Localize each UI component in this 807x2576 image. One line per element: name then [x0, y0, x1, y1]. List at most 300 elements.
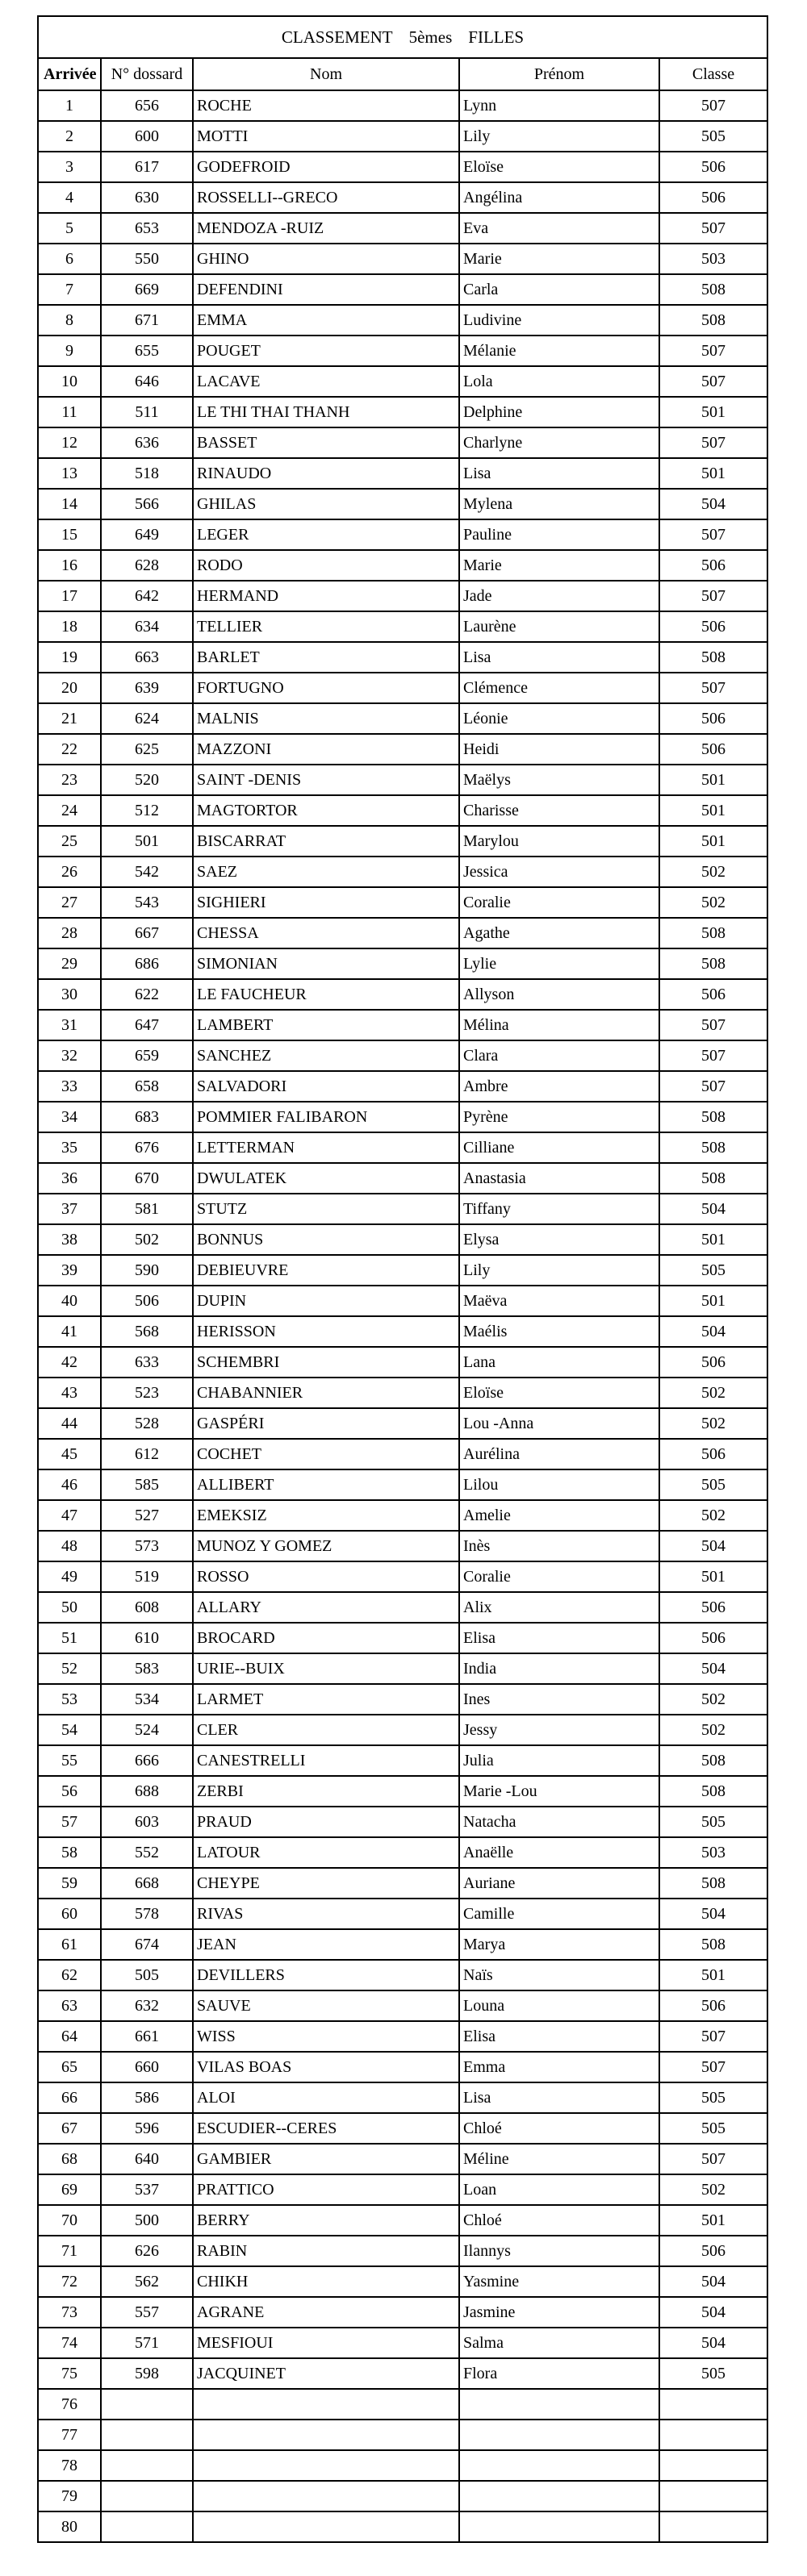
cell-arrivee: 74 [38, 2328, 101, 2358]
cell-classe: 504 [659, 1899, 767, 1929]
cell-nom: MENDOZA -RUIZ [193, 213, 459, 244]
cell-prenom: Ludivine [459, 305, 659, 336]
table-row [38, 244, 767, 274]
cell-arrivee: 80 [38, 2511, 101, 2542]
table-row [38, 182, 767, 213]
cell-arrivee: 53 [38, 1684, 101, 1715]
cell-nom: CHESSA [193, 918, 459, 948]
cell-classe: 507 [659, 336, 767, 366]
cell-classe: 506 [659, 152, 767, 182]
table-row [38, 1469, 767, 1500]
cell-prenom: Jessica [459, 857, 659, 887]
cell-arrivee: 66 [38, 2082, 101, 2113]
table-row [38, 2358, 767, 2389]
cell-dossard: 617 [101, 152, 193, 182]
cell-classe: 502 [659, 1715, 767, 1745]
cell-prenom: Anastasia [459, 1163, 659, 1194]
cell-arrivee: 16 [38, 550, 101, 581]
cell-dossard: 600 [101, 121, 193, 152]
cell-classe: 507 [659, 366, 767, 397]
cell-classe: 508 [659, 1929, 767, 1960]
cell-dossard: 524 [101, 1715, 193, 1745]
cell-nom: GAMBIER [193, 2144, 459, 2174]
cell-nom: DEVILLERS [193, 1960, 459, 1990]
cell-prenom: Maëva [459, 1286, 659, 1316]
cell-prenom: Cilliane [459, 1132, 659, 1163]
table-row [38, 1163, 767, 1194]
cell-prenom: Marie [459, 550, 659, 581]
cell-arrivee: 52 [38, 1653, 101, 1684]
cell-dossard: 608 [101, 1592, 193, 1623]
cell-classe: 505 [659, 1807, 767, 1837]
cell-prenom: Lola [459, 366, 659, 397]
cell-arrivee: 15 [38, 519, 101, 550]
cell-nom: LACAVE [193, 366, 459, 397]
table-row [38, 979, 767, 1010]
table-title [38, 16, 767, 58]
cell-dossard: 534 [101, 1684, 193, 1715]
table-row [38, 2297, 767, 2328]
table-row [38, 519, 767, 550]
cell-arrivee: 34 [38, 1102, 101, 1132]
cell-prenom: Léonie [459, 703, 659, 734]
table-row [38, 366, 767, 397]
cell-arrivee: 61 [38, 1929, 101, 1960]
cell-classe: 507 [659, 1071, 767, 1102]
cell-dossard: 659 [101, 1040, 193, 1071]
cell-prenom: Eloïse [459, 1378, 659, 1408]
table-row [38, 1224, 767, 1255]
cell-prenom: Charlyne [459, 427, 659, 458]
cell-arrivee: 14 [38, 489, 101, 519]
cell-nom: SIGHIERI [193, 887, 459, 918]
cell-nom: WISS [193, 2021, 459, 2052]
cell-prenom: India [459, 1653, 659, 1684]
cell-arrivee: 28 [38, 918, 101, 948]
cell-dossard: 603 [101, 1807, 193, 1837]
cell-prenom: Yasmine [459, 2266, 659, 2297]
cell-dossard: 622 [101, 979, 193, 1010]
cell-classe: 501 [659, 826, 767, 857]
cell-prenom: Pauline [459, 519, 659, 550]
cell-arrivee: 4 [38, 182, 101, 213]
cell-prenom: Lisa [459, 458, 659, 489]
table-row [38, 121, 767, 152]
cell-arrivee: 39 [38, 1255, 101, 1286]
cell-prenom: Clara [459, 1040, 659, 1071]
cell-classe: 507 [659, 213, 767, 244]
table-row [38, 1194, 767, 1224]
cell-classe: 501 [659, 1286, 767, 1316]
cell-arrivee: 31 [38, 1010, 101, 1040]
cell-dossard: 523 [101, 1378, 193, 1408]
cell-classe: 503 [659, 1837, 767, 1868]
cell-dossard: 683 [101, 1102, 193, 1132]
cell-classe: 504 [659, 1531, 767, 1561]
table-row [38, 1776, 767, 1807]
cell-nom: ROSSELLI--GRECO [193, 182, 459, 213]
cell-nom: ROSSO [193, 1561, 459, 1592]
cell-arrivee: 38 [38, 1224, 101, 1255]
cell-arrivee: 55 [38, 1745, 101, 1776]
table-row [38, 1378, 767, 1408]
cell-classe: 508 [659, 1163, 767, 1194]
table-row [38, 765, 767, 795]
cell-prenom: Auriane [459, 1868, 659, 1899]
title-classement: CLASSEMENT [281, 27, 393, 47]
cell-nom: URIE--BUIX [193, 1653, 459, 1684]
table-row [38, 1255, 767, 1286]
cell-prenom: Chloé [459, 2205, 659, 2236]
cell-dossard: 505 [101, 1960, 193, 1990]
cell-dossard: 590 [101, 1255, 193, 1286]
cell-prenom: Heidi [459, 734, 659, 765]
cell-nom: POMMIER FALIBARON [193, 1102, 459, 1132]
cell-prenom: Ilannys [459, 2236, 659, 2266]
ranking-rows [38, 90, 767, 2542]
cell-dossard: 688 [101, 1776, 193, 1807]
cell-classe: 505 [659, 2113, 767, 2144]
cell-classe: 506 [659, 1623, 767, 1653]
table-row [38, 427, 767, 458]
table-row [38, 2236, 767, 2266]
cell-prenom: Marie -Lou [459, 1776, 659, 1807]
cell-arrivee: 3 [38, 152, 101, 182]
cell-arrivee: 32 [38, 1040, 101, 1071]
cell-nom: ALLIBERT [193, 1469, 459, 1500]
cell-arrivee: 7 [38, 274, 101, 305]
table-row [38, 2328, 767, 2358]
cell-nom: CHABANNIER [193, 1378, 459, 1408]
cell-nom: POUGET [193, 336, 459, 366]
cell-dossard: 585 [101, 1469, 193, 1500]
cell-classe: 508 [659, 1132, 767, 1163]
cell-prenom: Lou -Anna [459, 1408, 659, 1439]
table-row [38, 2113, 767, 2144]
table-row [38, 611, 767, 642]
cell-dossard: 562 [101, 2266, 193, 2297]
cell-classe: 501 [659, 765, 767, 795]
cell-nom: CANESTRELLI [193, 1745, 459, 1776]
cell-nom: CHEYPE [193, 1868, 459, 1899]
cell-classe: 505 [659, 1255, 767, 1286]
cell-nom: LAMBERT [193, 1010, 459, 1040]
table-row [38, 1990, 767, 2021]
table-row [38, 1071, 767, 1102]
cell-prenom: Delphine [459, 397, 659, 427]
cell-dossard: 542 [101, 857, 193, 887]
cell-arrivee: 11 [38, 397, 101, 427]
cell-dossard: 528 [101, 1408, 193, 1439]
cell-arrivee: 65 [38, 2052, 101, 2082]
cell-classe [659, 2511, 767, 2542]
cell-dossard: 518 [101, 458, 193, 489]
cell-nom: SAUVE [193, 1990, 459, 2021]
cell-classe: 506 [659, 182, 767, 213]
cell-dossard: 568 [101, 1316, 193, 1347]
cell-classe: 505 [659, 121, 767, 152]
cell-prenom: Jasmine [459, 2297, 659, 2328]
cell-arrivee: 26 [38, 857, 101, 887]
cell-nom: MAGTORTOR [193, 795, 459, 826]
cell-nom: ALLARY [193, 1592, 459, 1623]
cell-prenom: Naïs [459, 1960, 659, 1990]
cell-prenom: Laurène [459, 611, 659, 642]
cell-arrivee: 6 [38, 244, 101, 274]
cell-nom: SIMONIAN [193, 948, 459, 979]
cell-nom: RODO [193, 550, 459, 581]
table-row [38, 1561, 767, 1592]
cell-arrivee: 1 [38, 90, 101, 121]
cell-classe: 508 [659, 948, 767, 979]
cell-arrivee: 8 [38, 305, 101, 336]
cell-nom: JACQUINET [193, 2358, 459, 2389]
table-row [38, 2205, 767, 2236]
cell-prenom: Lily [459, 121, 659, 152]
cell-dossard: 628 [101, 550, 193, 581]
cell-arrivee: 64 [38, 2021, 101, 2052]
cell-arrivee: 63 [38, 1990, 101, 2021]
cell-classe: 502 [659, 857, 767, 887]
cell-nom: JEAN [193, 1929, 459, 1960]
cell-dossard: 596 [101, 2113, 193, 2144]
cell-dossard: 649 [101, 519, 193, 550]
column-header-row [38, 58, 767, 90]
cell-nom: GODEFROID [193, 152, 459, 182]
cell-classe: 502 [659, 1408, 767, 1439]
cell-nom [193, 2511, 459, 2542]
cell-nom [193, 2450, 459, 2481]
cell-dossard [101, 2481, 193, 2511]
cell-classe: 504 [659, 2297, 767, 2328]
cell-nom: MESFIOUI [193, 2328, 459, 2358]
cell-classe: 506 [659, 734, 767, 765]
cell-prenom: Camille [459, 1899, 659, 1929]
cell-prenom: Mylena [459, 489, 659, 519]
cell-dossard: 633 [101, 1347, 193, 1378]
cell-prenom: Aurélina [459, 1439, 659, 1469]
cell-dossard: 624 [101, 703, 193, 734]
cell-prenom: Clémence [459, 673, 659, 703]
cell-classe: 506 [659, 1990, 767, 2021]
cell-arrivee: 10 [38, 366, 101, 397]
table-row [38, 948, 767, 979]
cell-arrivee: 73 [38, 2297, 101, 2328]
cell-nom: CHIKH [193, 2266, 459, 2297]
cell-nom: ZERBI [193, 1776, 459, 1807]
cell-dossard: 640 [101, 2144, 193, 2174]
cell-nom: DEFENDINI [193, 274, 459, 305]
table-row [38, 2144, 767, 2174]
cell-dossard: 502 [101, 1224, 193, 1255]
cell-arrivee: 47 [38, 1500, 101, 1531]
cell-nom: SCHEMBRI [193, 1347, 459, 1378]
cell-nom: LE FAUCHEUR [193, 979, 459, 1010]
cell-arrivee: 79 [38, 2481, 101, 2511]
cell-nom: CLER [193, 1715, 459, 1745]
cell-nom: RINAUDO [193, 458, 459, 489]
table-row [38, 673, 767, 703]
table-row [38, 1837, 767, 1868]
table-row [38, 887, 767, 918]
cell-nom: EMEKSIZ [193, 1500, 459, 1531]
cell-classe: 508 [659, 642, 767, 673]
table-row [38, 1347, 767, 1378]
cell-prenom: Lisa [459, 642, 659, 673]
cell-prenom: Lisa [459, 2082, 659, 2113]
table-row [38, 642, 767, 673]
cell-nom: BASSET [193, 427, 459, 458]
cell-arrivee: 27 [38, 887, 101, 918]
cell-nom: PRAUD [193, 1807, 459, 1837]
header-dossard: N° dossard [101, 58, 193, 90]
cell-dossard: 527 [101, 1500, 193, 1531]
cell-dossard: 634 [101, 611, 193, 642]
table-row [38, 1745, 767, 1776]
cell-prenom: Charisse [459, 795, 659, 826]
cell-arrivee: 72 [38, 2266, 101, 2297]
table-row [38, 90, 767, 121]
cell-nom: BARLET [193, 642, 459, 673]
table-row [38, 1868, 767, 1899]
cell-nom: LEGER [193, 519, 459, 550]
cell-arrivee: 56 [38, 1776, 101, 1807]
cell-classe: 507 [659, 519, 767, 550]
cell-dossard: 670 [101, 1163, 193, 1194]
cell-nom: MOTTI [193, 121, 459, 152]
cell-dossard: 573 [101, 1531, 193, 1561]
cell-classe: 507 [659, 90, 767, 121]
cell-nom: VILAS BOAS [193, 2052, 459, 2082]
cell-arrivee: 20 [38, 673, 101, 703]
cell-nom: BONNUS [193, 1224, 459, 1255]
table-row [38, 826, 767, 857]
cell-dossard [101, 2420, 193, 2450]
cell-nom: LATOUR [193, 1837, 459, 1868]
table-row [38, 1592, 767, 1623]
cell-dossard: 511 [101, 397, 193, 427]
cell-dossard: 501 [101, 826, 193, 857]
title-niveau: 5èmes [408, 27, 453, 47]
cell-classe: 501 [659, 1960, 767, 1990]
cell-arrivee: 19 [38, 642, 101, 673]
cell-nom: HERISSON [193, 1316, 459, 1347]
cell-arrivee: 46 [38, 1469, 101, 1500]
cell-dossard: 598 [101, 2358, 193, 2389]
header-classe: Classe [659, 58, 767, 90]
cell-prenom: Eva [459, 213, 659, 244]
cell-nom: RIVAS [193, 1899, 459, 1929]
cell-dossard: 552 [101, 1837, 193, 1868]
cell-arrivee: 25 [38, 826, 101, 857]
cell-arrivee: 40 [38, 1286, 101, 1316]
cell-arrivee: 9 [38, 336, 101, 366]
table-row [38, 1531, 767, 1561]
cell-prenom: Natacha [459, 1807, 659, 1837]
cell-arrivee: 22 [38, 734, 101, 765]
cell-prenom: Angélina [459, 182, 659, 213]
cell-dossard: 519 [101, 1561, 193, 1592]
cell-classe: 504 [659, 2328, 767, 2358]
cell-classe: 507 [659, 2144, 767, 2174]
cell-dossard: 630 [101, 182, 193, 213]
table-row [38, 1408, 767, 1439]
cell-nom: BERRY [193, 2205, 459, 2236]
cell-dossard: 543 [101, 887, 193, 918]
cell-dossard: 661 [101, 2021, 193, 2052]
cell-nom: SAINT -DENIS [193, 765, 459, 795]
cell-classe: 507 [659, 581, 767, 611]
cell-nom: STUTZ [193, 1194, 459, 1224]
table-row [38, 2389, 767, 2420]
cell-classe: 502 [659, 1500, 767, 1531]
cell-nom: GHINO [193, 244, 459, 274]
cell-arrivee: 50 [38, 1592, 101, 1623]
table-row [38, 2450, 767, 2481]
cell-dossard: 586 [101, 2082, 193, 2113]
cell-classe: 505 [659, 1469, 767, 1500]
cell-dossard: 653 [101, 213, 193, 244]
cell-nom: GASPÉRI [193, 1408, 459, 1439]
table-row [38, 1715, 767, 1745]
cell-prenom: Lily [459, 1255, 659, 1286]
cell-prenom: Maëlys [459, 765, 659, 795]
cell-nom: ESCUDIER--CERES [193, 2113, 459, 2144]
cell-dossard: 663 [101, 642, 193, 673]
cell-nom: GHILAS [193, 489, 459, 519]
cell-dossard: 583 [101, 1653, 193, 1684]
cell-dossard: 512 [101, 795, 193, 826]
cell-dossard: 500 [101, 2205, 193, 2236]
cell-classe: 507 [659, 2021, 767, 2052]
cell-arrivee: 24 [38, 795, 101, 826]
cell-arrivee: 75 [38, 2358, 101, 2389]
cell-arrivee: 49 [38, 1561, 101, 1592]
cell-nom: COCHET [193, 1439, 459, 1469]
header-arrivee: Arrivée [38, 58, 101, 90]
cell-nom: EMMA [193, 305, 459, 336]
cell-classe: 504 [659, 1653, 767, 1684]
table-row [38, 1102, 767, 1132]
table-row [38, 213, 767, 244]
cell-prenom: Julia [459, 1745, 659, 1776]
cell-dossard: 646 [101, 366, 193, 397]
cell-dossard: 676 [101, 1132, 193, 1163]
cell-dossard: 642 [101, 581, 193, 611]
cell-arrivee: 18 [38, 611, 101, 642]
header-nom: Nom [193, 58, 459, 90]
table-row [38, 2021, 767, 2052]
cell-dossard [101, 2389, 193, 2420]
cell-dossard: 658 [101, 1071, 193, 1102]
table-row [38, 734, 767, 765]
cell-classe: 501 [659, 1224, 767, 1255]
cell-dossard: 686 [101, 948, 193, 979]
cell-classe [659, 2389, 767, 2420]
cell-prenom [459, 2450, 659, 2481]
cell-nom: DWULATEK [193, 1163, 459, 1194]
cell-classe: 507 [659, 1010, 767, 1040]
cell-arrivee: 36 [38, 1163, 101, 1194]
cell-classe [659, 2450, 767, 2481]
table-row [38, 2511, 767, 2542]
cell-prenom [459, 2481, 659, 2511]
cell-classe: 506 [659, 611, 767, 642]
cell-prenom: Méline [459, 2144, 659, 2174]
cell-nom [193, 2481, 459, 2511]
cell-nom [193, 2389, 459, 2420]
cell-arrivee: 13 [38, 458, 101, 489]
